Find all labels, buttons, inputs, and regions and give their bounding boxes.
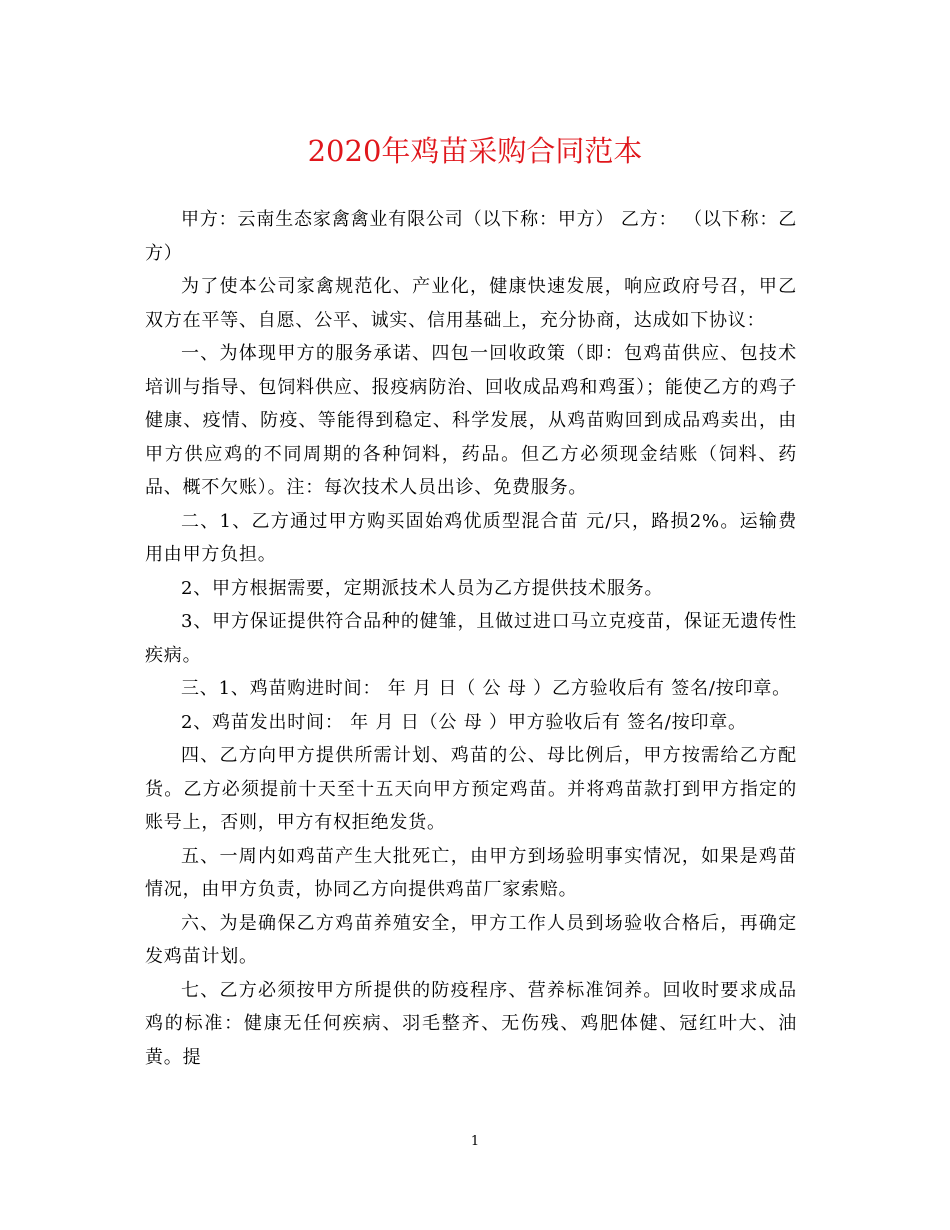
paragraph-parties: 甲方：云南生态家禽禽业有限公司（以下称：甲方） 乙方： （以下称：乙方）	[145, 209, 797, 264]
paragraph-clause-2-3: 3、甲方保证提供符合品种的健雏，且做过进口马立克疫苗，保证无遗传性疾病。	[145, 611, 797, 666]
paragraph-preamble: 为了使本公司家禽规范化、产业化，健康快速发展，响应政府号召，甲乙双方在平等、自愿、公平、诚实、信用基础上，充分协商，达成如下协议：	[145, 276, 797, 331]
paragraph-clause-3-1: 三、1、鸡苗购进时间： 年 月 日（ 公 母 ）乙方验收后有 签名/按印章。	[181, 678, 791, 699]
paragraph-clause-2-1: 二、1、乙方通过甲方购买固始鸡优质型混合苗 元/只，路损2%。运输费用由甲方负担。	[145, 510, 797, 565]
paragraph-clause-7: 七、乙方必须按甲方所提供的防疫程序、营养标准饲养。回收时要求成品鸡的标准：健康无任何疾病、羽毛整齐、无伤残、鸡肥体健、冠红叶大、油黄。提	[145, 979, 797, 1068]
paragraph-clause-5: 五、一周内如鸡苗产生大批死亡，由甲方到场验明事实情况，如果是鸡苗情况，由甲方负责，协同乙方向提供鸡苗厂家索赔。	[145, 845, 797, 900]
page-number: 1	[470, 1134, 480, 1149]
paragraph-clause-2-2: 2、甲方根据需要，定期派技术人员为乙方提供技术服务。	[181, 577, 664, 599]
document-title: 2020年鸡苗采购合同范本	[307, 134, 643, 168]
paragraph-clause-1: 一、为体现甲方的服务承诺、四包一回收政策（即：包鸡苗供应、包技术培训与指导、包饲料供应、报疫病防治、回收成品鸡和鸡蛋）；能使乙方的鸡子健康、疫情、防疫、等能得到稳定、科学发展，从鸡苗购回到成品鸡卖出，由甲方供应鸡的不同周期的各种饲料，药品。但乙方必须现金结账（饲料、药品、概不欠账）。注：每次技术人员出诊、免费服务。	[145, 343, 797, 498]
document-body	[145, 203, 797, 1074]
paragraph-clause-6: 六、为是确保乙方鸡苗养殖安全，甲方工作人员到场验收合格后，再确定发鸡苗计划。	[145, 912, 797, 967]
paragraph-clause-3-2: 2、鸡苗发出时间： 年 月 日（公 母 ）甲方验收后有 签名/按印章。	[181, 711, 747, 733]
paragraph-clause-4: 四、乙方向甲方提供所需计划、鸡苗的公、母比例后，甲方按需给乙方配货。乙方必须提前十天至十五天向甲方预定鸡苗。并将鸡苗款打到甲方指定的账号上，否则，甲方有权拒绝发货。	[145, 745, 797, 833]
